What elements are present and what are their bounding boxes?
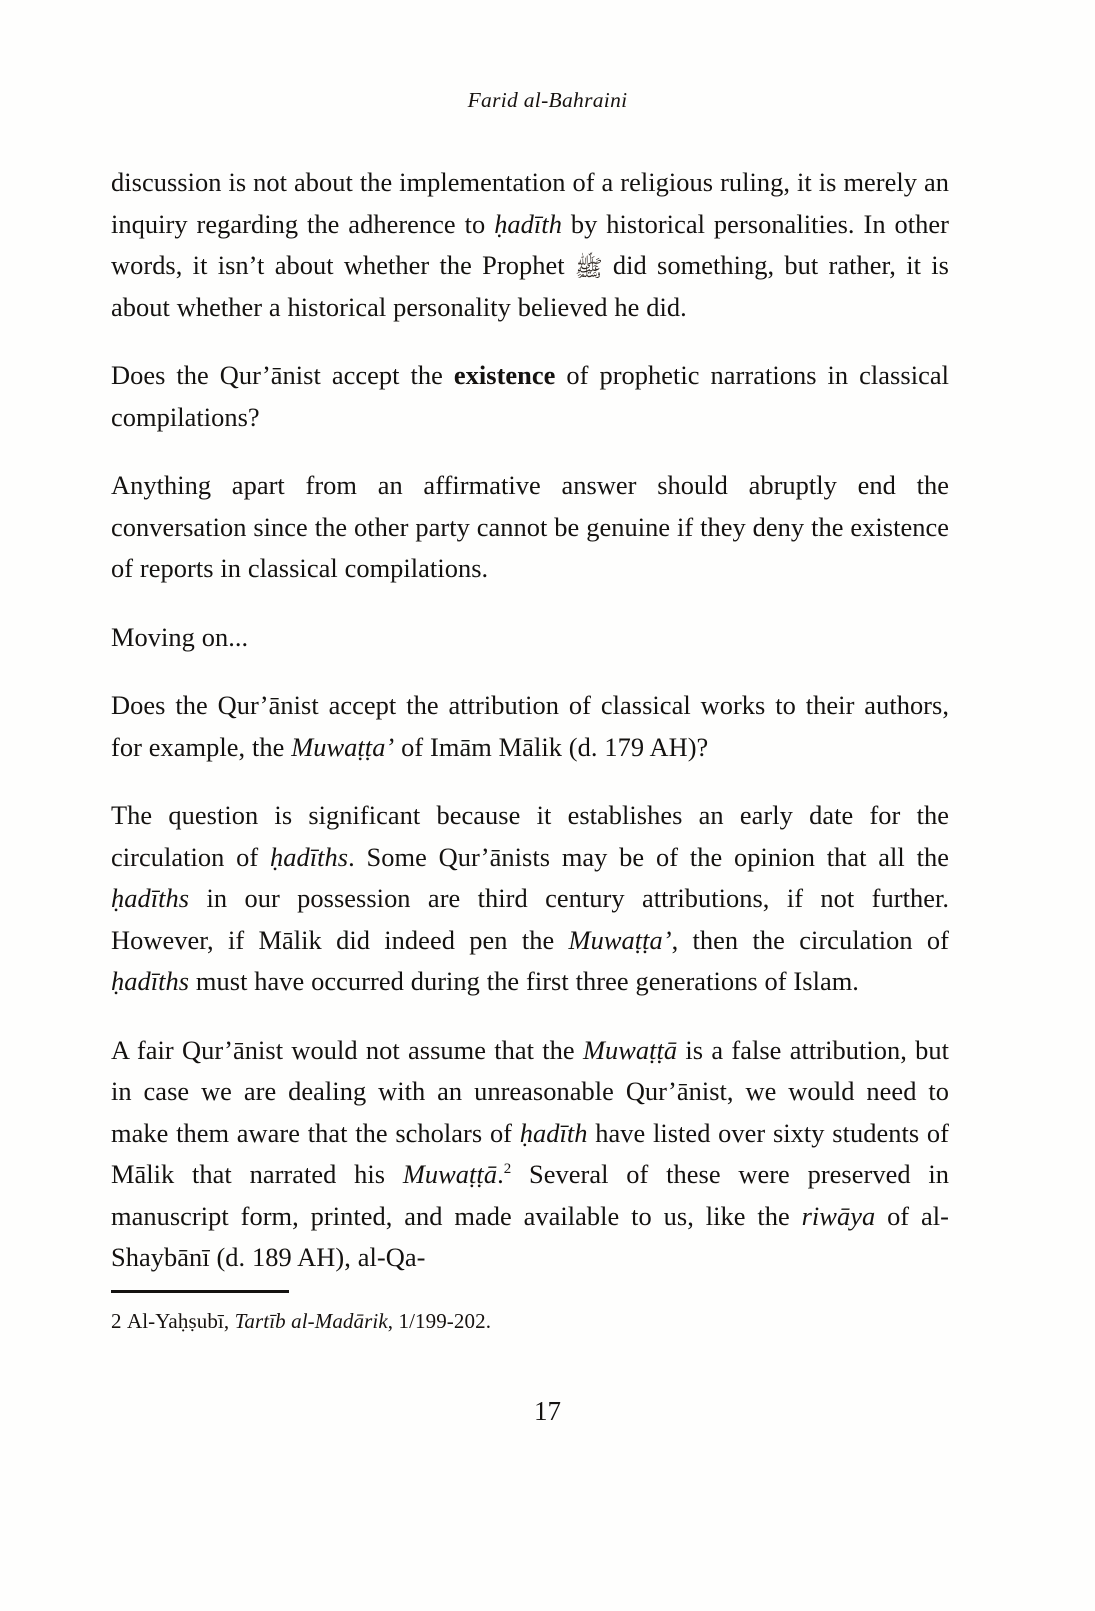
text-run: is a false attribution, but in case we are dealing with an unreasonable Qur’ānist, we would need to make them aware that the scholars of bbox=[111, 1034, 949, 1148]
paragraph-1 bbox=[111, 162, 949, 328]
text-run: . bbox=[497, 1159, 504, 1189]
text-run: of al-Shaybānī (d. 189 AH), al-Qa- bbox=[111, 1200, 949, 1272]
paragraph-3 bbox=[111, 465, 949, 590]
text-run: did something, but rather, it is about whether a historical personality believed he did. bbox=[111, 250, 949, 322]
text-run: Moving on... bbox=[111, 621, 249, 652]
term-hadiths: ḥadīths bbox=[111, 883, 190, 913]
footnote-entry bbox=[111, 1307, 949, 1335]
emphasis-existence: existence bbox=[453, 360, 556, 390]
text-run: Several of these were preserved in manuscript form, printed, and made available to us, like the bbox=[111, 1159, 949, 1231]
paragraph-7 bbox=[111, 1030, 949, 1279]
footnote-author: Al-Yaḥṣubī, bbox=[126, 1309, 230, 1333]
footnote-separator-rule bbox=[111, 1290, 289, 1293]
body-text-block bbox=[111, 162, 949, 1279]
term-hadiths: ḥadīths bbox=[111, 966, 190, 996]
text-run: Does the Qur’ānist accept the attribution of classical works to their authors, for example, the bbox=[111, 690, 949, 762]
text-run: discussion is not about the implementation of a religious ruling, it is merely an inquiry regarding the adherence to bbox=[111, 167, 949, 239]
term-hadith: ḥadīth bbox=[519, 1117, 588, 1148]
footnote-reference-marker[interactable]: 2 bbox=[503, 1161, 512, 1178]
text-run: Anything apart from an affirmative answer should abruptly end the conversation since the other party cannot be genuine if they deny the existence of reports in classical compilations. bbox=[111, 470, 949, 583]
text-run: , then the circulation of bbox=[671, 924, 949, 955]
footnote-number: 2 bbox=[111, 1309, 122, 1333]
title-muwatta: Muwaṭṭa’ bbox=[568, 924, 672, 955]
text-run: The question is significant because it establishes an early date for the circulation of bbox=[111, 800, 949, 872]
paragraph-2 bbox=[111, 355, 949, 438]
footnote-locator: , 1/199-202. bbox=[387, 1309, 492, 1333]
text-run: by historical personalities. In other words, it isn’t about whether the Prophet bbox=[111, 208, 949, 280]
sallallahu-alayhi-wasallam-icon: ﷺ bbox=[574, 256, 603, 281]
term-hadiths: ḥadīths bbox=[270, 841, 349, 872]
text-run: A fair Qur’ānist would not assume that the bbox=[111, 1034, 583, 1065]
term-riwaya: riwāya bbox=[801, 1200, 876, 1231]
footnote-title: Tartīb al-Madārik bbox=[234, 1309, 388, 1333]
text-run: of Imām Mālik (d. 179 AH)? bbox=[394, 731, 709, 762]
text-run: Does the Qur’ānist accept the bbox=[111, 360, 454, 390]
text-run: must have occurred during the first three generations of Islam. bbox=[189, 966, 859, 996]
title-muwatta: Muwaṭṭā bbox=[402, 1159, 498, 1189]
title-muwatta: Muwaṭṭa’ bbox=[291, 731, 395, 762]
running-head: Farid al-Bahraini bbox=[467, 88, 628, 112]
text-run: have listed over sixty students of Mālik that narrated his bbox=[111, 1117, 949, 1189]
page-number: 17 bbox=[534, 1396, 561, 1426]
term-hadith: ḥadīth bbox=[494, 208, 562, 239]
paragraph-5 bbox=[111, 685, 949, 768]
text-run: in our possession are third century attributions, if not further. However, if Mālik did indeed pen the bbox=[111, 883, 949, 955]
paragraph-4 bbox=[111, 617, 949, 659]
text-run: of prophetic narrations in classical compilations? bbox=[111, 360, 949, 432]
text-run: . Some Qur’ānists may be of the opinion that all the bbox=[348, 841, 949, 872]
title-muwatta: Muwaṭṭā bbox=[582, 1034, 678, 1065]
footnote-area bbox=[111, 1290, 949, 1335]
paragraph-6 bbox=[111, 795, 949, 1003]
